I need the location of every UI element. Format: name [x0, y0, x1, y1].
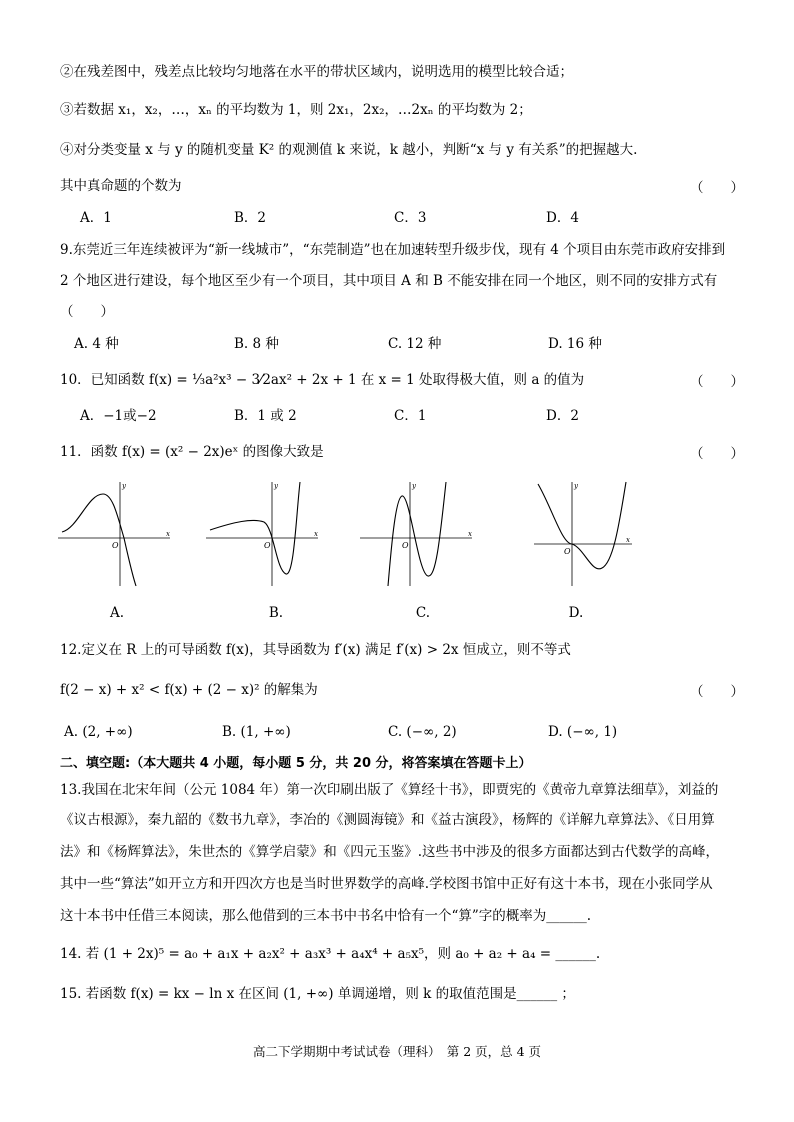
- q12-line2: f(2 − x) + x² < f(x) + (2 − x)² 的解集为: [60, 682, 318, 698]
- q8-option-c: C．3: [394, 210, 427, 226]
- q13-line4: 其中一些“算法”如开立方和开四次方也是当时世界数学的高峰.学校图书馆中正好有这十本书，现在小张同学从: [60, 876, 713, 892]
- q14: 14. 若 (1 + 2x)⁵ = a₀ + a₁x + a₂x² + a₃x³ + a₄x⁴ + a₅x⁵，则 a₀ + a₂ + a₄ = ______.: [60, 946, 601, 962]
- q8-option-a: A．1: [80, 210, 112, 226]
- q15: 15. 若函数 f(x) = kx − ln x 在区间 (1, +∞) 单调递增，则 k 的取值范围是______ ；: [60, 986, 575, 1002]
- origin-label: O: [564, 547, 571, 556]
- statement-2: ②在残差图中，残差点比较均匀地落在水平的带状区域内，说明选用的模型比较合适；: [60, 64, 573, 80]
- x-label: x: [314, 530, 318, 538]
- graph-c: [360, 478, 478, 590]
- q8-option-b: B．2: [234, 210, 267, 226]
- q9-line1: 9.东莞近三年连续被评为“新一线城市”，“东莞制造”也在加速转型升级步伐，现有 4 个项目由东莞市政府安排到: [60, 242, 726, 258]
- x-label: x: [166, 530, 170, 538]
- q12-option-a: A. (2, +∞): [64, 724, 133, 740]
- y-label: y: [574, 482, 578, 490]
- origin-label: O: [402, 541, 409, 550]
- q10-option-c: C．1: [394, 408, 427, 424]
- y-label: y: [122, 482, 126, 490]
- q13-line3: 法》和《杨辉算法》，朱世杰的《算学启蒙》和《四元玉鉴》.这些书中涉及的很多方面都达到古代数学的高峰，: [60, 844, 720, 860]
- statement-4: ④对分类变量 x 与 y 的随机变量 K² 的观测值 k 来说，k 越小，判断“x 与 y 有关系”的把握越大.: [60, 142, 638, 158]
- q12-option-b: B. (1, +∞): [222, 724, 291, 740]
- origin-label: O: [264, 541, 271, 550]
- statement-3: ③若数据 x₁，x₂，…，xₙ 的平均数为 1，则 2x₁，2x₂，…2xₙ 的平均数为 2；: [60, 102, 532, 118]
- page-footer: 高二下学期期中考试试卷（理科） 第 2 页，总 4 页: [252, 1044, 542, 1059]
- curve: [538, 482, 626, 569]
- x-label: x: [626, 536, 630, 544]
- q10-stem: 10．已知函数 f(x) = ⅓a²x³ − 3⁄2ax² + 2x + 1 在 x = 1 处取得极大值，则 a 的值为: [60, 372, 585, 388]
- q8-answer-paren: （ ）: [690, 180, 744, 196]
- q13-line2: 《议古根源》，秦九韶的《数书九章》，李冶的《测圆海镜》和《益古演段》，杨辉的《详解九章算法》、《日用算: [60, 812, 715, 828]
- q12-line1: 12.定义在 R 上的可导函数 f(x)，其导函数为 f′(x) 满足 f′(x) > 2x 恒成立，则不等式: [60, 642, 571, 658]
- q12-answer-paren: （ ）: [690, 684, 744, 700]
- y-label: y: [412, 482, 416, 490]
- curve: [210, 482, 300, 574]
- x-label: x: [468, 530, 472, 538]
- origin-label: O: [112, 541, 119, 550]
- q12-option-c: C. (−∞, 2): [388, 724, 457, 740]
- q13-line5: 这十本书中任借三本阅读，那么他借到的三本书中书名中恰有一个“算”字的概率为______.: [60, 908, 592, 924]
- q9-line2: 2 个地区进行建设，每个地区至少有一个项目，其中项目 A 和 B 不能安排在同一个地区，则不同的安排方式有: [60, 273, 718, 289]
- graph-c-label: C.: [415, 605, 431, 621]
- q10-option-d: D．2: [546, 408, 579, 424]
- section-heading: 二、填空题:（本大题共 4 小题，每小题 5 分，共 20 分，将答案填在答题卡上）: [60, 756, 532, 771]
- q8-stem: 其中真命题的个数为: [60, 178, 182, 194]
- q9-option-a: A. 4 种: [74, 336, 119, 352]
- graph-d-label: D.: [568, 605, 584, 621]
- q9-answer-paren: （ ）: [60, 304, 114, 320]
- y-label: y: [274, 482, 278, 490]
- curve: [388, 482, 446, 586]
- q9-option-b: B. 8 种: [234, 336, 279, 352]
- graph-a-label: A.: [109, 605, 125, 621]
- q12-option-d: D. (−∞, 1): [548, 724, 618, 740]
- q10-option-a: A．−1或−2: [80, 408, 157, 424]
- graph-a: [58, 478, 176, 590]
- q13-line1: 13.我国在北宋年间（公元 1084 年）第一次印刷出版了《算经十书》，即贾宪的《黄帝九章算法细草》，刘益的: [60, 782, 719, 798]
- q10-option-b: B．1 或 2: [234, 408, 297, 424]
- q9-option-d: D. 16 种: [548, 336, 602, 352]
- graph-d: [534, 478, 638, 590]
- curve: [62, 494, 136, 586]
- graph-b: [206, 478, 324, 590]
- q8-option-d: D．4: [546, 210, 579, 226]
- graph-b-label: B.: [268, 605, 284, 621]
- q11-stem: 11．函数 f(x) = (x² − 2x)eˣ 的图像大致是: [60, 444, 324, 460]
- q10-answer-paren: （ ）: [690, 374, 744, 390]
- q9-option-c: C. 12 种: [388, 336, 442, 352]
- q11-answer-paren: （ ）: [690, 446, 744, 462]
